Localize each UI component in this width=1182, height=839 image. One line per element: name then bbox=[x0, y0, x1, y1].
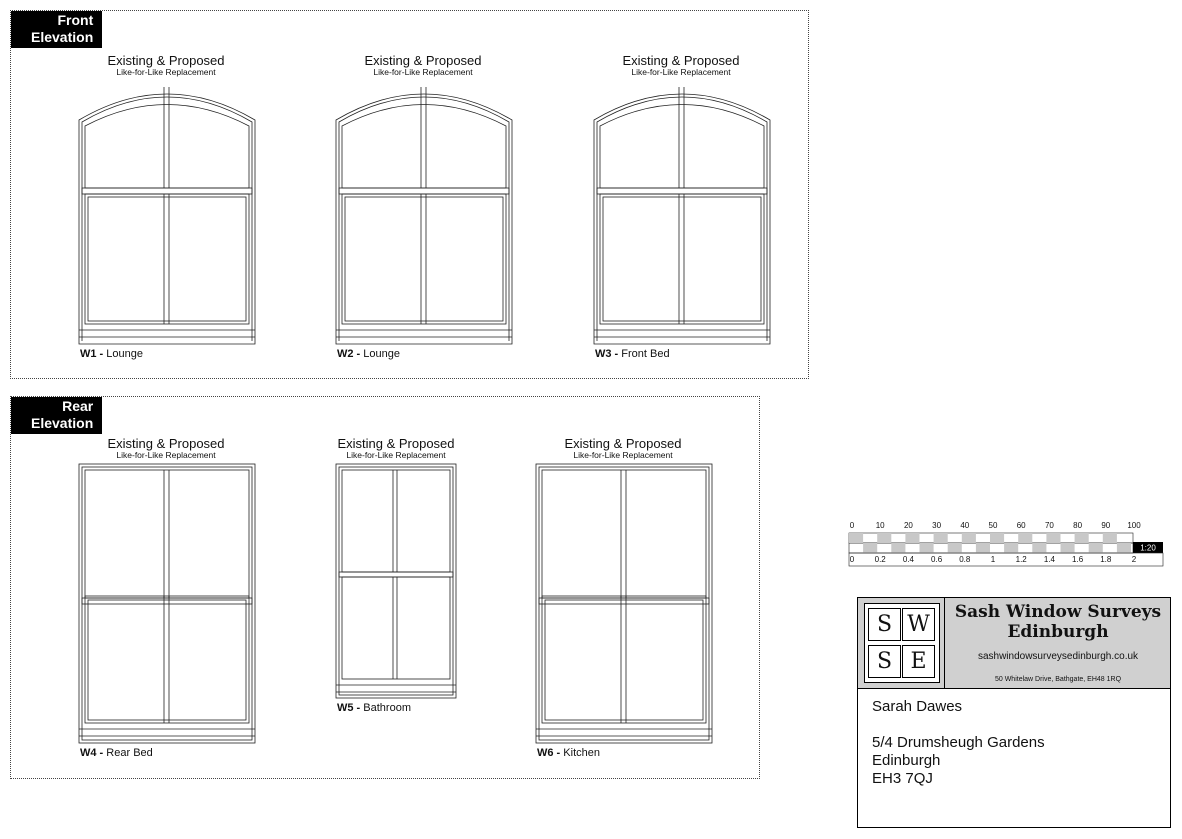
window-subheading: Like-for-Like Replacement bbox=[631, 67, 731, 77]
tag-line-1: Front bbox=[57, 12, 94, 28]
scale-check-cell bbox=[1032, 543, 1046, 553]
window-room: Kitchen bbox=[563, 747, 600, 759]
scale-top-label: 80 bbox=[1073, 521, 1083, 530]
company-name-line-2: Edinburgh bbox=[1007, 622, 1109, 642]
logo-letter: S bbox=[868, 645, 901, 678]
company-name bbox=[946, 602, 1170, 642]
scale-check-cell bbox=[1004, 543, 1018, 553]
window-w6-drawing bbox=[535, 463, 713, 745]
scale-check-cell bbox=[990, 533, 1004, 543]
header-divider bbox=[944, 598, 945, 688]
scale-bottom-label: 0.6 bbox=[931, 555, 943, 564]
window-w5-drawing bbox=[335, 463, 457, 700]
scale-check-cell bbox=[962, 533, 976, 543]
scale-top-label: 100 bbox=[1127, 521, 1141, 530]
scale-check-cell bbox=[849, 533, 863, 543]
client-name: Sarah Dawes bbox=[872, 698, 963, 715]
rear-elevation-tag bbox=[11, 397, 102, 434]
scale-check-cell bbox=[905, 533, 919, 543]
window-code: W5 - bbox=[337, 702, 361, 714]
window-heading: Existing & Proposed bbox=[337, 436, 455, 451]
window-w1-drawing bbox=[78, 80, 256, 346]
scale-top-label: 40 bbox=[960, 521, 970, 530]
scale-top-label: 60 bbox=[1016, 521, 1026, 530]
scale-top-label: 70 bbox=[1044, 521, 1054, 530]
window-code: W6 - bbox=[537, 747, 561, 759]
window-heading: Existing & Proposed bbox=[107, 436, 225, 451]
client-address-line: 5/4 Drumsheugh Gardens bbox=[872, 734, 1045, 751]
window-w6-caption bbox=[537, 747, 600, 759]
scale-ratio: 1:20 bbox=[1140, 543, 1156, 553]
scale-check-cell bbox=[877, 533, 891, 543]
tag-line-2: Elevation bbox=[31, 415, 94, 431]
window-room: Lounge bbox=[363, 348, 401, 360]
window-subheading: Like-for-Like Replacement bbox=[573, 450, 673, 460]
window-heading: Existing & Proposed bbox=[564, 436, 682, 451]
scale-check-cell bbox=[1018, 533, 1032, 543]
title-block bbox=[857, 597, 1171, 828]
logo-letter: W bbox=[902, 608, 935, 641]
window-w2-drawing bbox=[335, 80, 513, 346]
scale-top-label: 0 bbox=[849, 521, 855, 530]
company-name-line-1: Sash Window Surveys bbox=[954, 602, 1162, 622]
front-elevation-tag bbox=[11, 11, 102, 48]
window-code: W3 - bbox=[595, 348, 619, 360]
window-subheading: Like-for-Like Replacement bbox=[373, 67, 473, 77]
scale-bottom-label: 1.8 bbox=[1100, 555, 1112, 564]
scale-top-label: 20 bbox=[903, 521, 913, 530]
client-address-line: EH3 7QJ bbox=[872, 770, 933, 787]
scale-check-cell bbox=[1089, 543, 1103, 553]
scale-bar bbox=[848, 518, 1164, 568]
window-subheading: Like-for-Like Replacement bbox=[116, 67, 216, 77]
window-w1 bbox=[76, 54, 256, 77]
scale-check-cell bbox=[891, 543, 905, 553]
scale-bottom-label: 1.4 bbox=[1043, 555, 1055, 564]
tag-line-1: Rear bbox=[62, 398, 94, 414]
window-subheading: Like-for-Like Replacement bbox=[116, 450, 216, 460]
tag-line-2: Elevation bbox=[31, 29, 94, 45]
window-w2-caption bbox=[337, 348, 400, 360]
window-w1-caption bbox=[80, 348, 143, 360]
logo-letter: S bbox=[868, 608, 901, 641]
scale-bottom-label: 1.2 bbox=[1015, 555, 1027, 564]
scale-check-cell bbox=[1075, 533, 1089, 543]
scale-bottom-label: 0 bbox=[849, 555, 855, 564]
window-heading: Existing & Proposed bbox=[107, 53, 225, 68]
window-w5 bbox=[306, 437, 486, 460]
company-website: sashwindowsurveysedinburgh.co.uk bbox=[977, 651, 1139, 662]
scale-check-cell bbox=[1117, 543, 1131, 553]
scale-top-label: 90 bbox=[1101, 521, 1111, 530]
scale-bottom-label: 0.2 bbox=[874, 555, 886, 564]
window-w3-drawing bbox=[593, 80, 771, 346]
window-room: Bathroom bbox=[363, 702, 411, 714]
window-w4 bbox=[76, 437, 256, 460]
client-address-line: Edinburgh bbox=[872, 752, 941, 769]
window-room: Lounge bbox=[106, 348, 144, 360]
scale-check-cell bbox=[920, 543, 934, 553]
window-code: W2 - bbox=[337, 348, 361, 360]
window-w4-caption bbox=[80, 747, 153, 759]
scale-bottom-label: 0.8 bbox=[959, 555, 971, 564]
window-w2 bbox=[333, 54, 513, 77]
scale-check-cell bbox=[1046, 533, 1060, 543]
scale-top-label: 50 bbox=[988, 521, 998, 530]
window-w3 bbox=[591, 54, 771, 77]
scale-check-cell bbox=[1103, 533, 1117, 543]
scale-top-label: 30 bbox=[932, 521, 942, 530]
company-logo bbox=[864, 603, 940, 683]
title-block-header bbox=[858, 598, 1170, 689]
logo-letter: E bbox=[902, 645, 935, 678]
scale-check-cell bbox=[934, 533, 948, 543]
scale-check-cell bbox=[1061, 543, 1075, 553]
window-heading: Existing & Proposed bbox=[364, 53, 482, 68]
scale-check-cell bbox=[948, 543, 962, 553]
window-w5-caption bbox=[337, 702, 411, 714]
scale-bottom-label: 2 bbox=[1131, 555, 1137, 564]
window-heading: Existing & Proposed bbox=[622, 53, 740, 68]
window-w3-caption bbox=[595, 348, 670, 360]
window-w6 bbox=[533, 437, 713, 460]
scale-bottom-label: 1.6 bbox=[1072, 555, 1084, 564]
window-code: W4 - bbox=[80, 747, 104, 759]
scale-top-label: 10 bbox=[875, 521, 885, 530]
window-code: W1 - bbox=[80, 348, 104, 360]
company-address: 50 Whitelaw Drive, Bathgate, EH48 1RQ bbox=[994, 676, 1122, 683]
scale-bottom-label: 1 bbox=[990, 555, 996, 564]
window-subheading: Like-for-Like Replacement bbox=[346, 450, 446, 460]
client-details bbox=[872, 698, 1045, 788]
scale-check-cell bbox=[976, 543, 990, 553]
window-w4-drawing bbox=[78, 463, 256, 745]
scale-check-cell bbox=[863, 543, 877, 553]
scale-bottom-label: 0.4 bbox=[902, 555, 914, 564]
window-room: Rear Bed bbox=[106, 747, 153, 759]
window-room: Front Bed bbox=[621, 348, 670, 360]
